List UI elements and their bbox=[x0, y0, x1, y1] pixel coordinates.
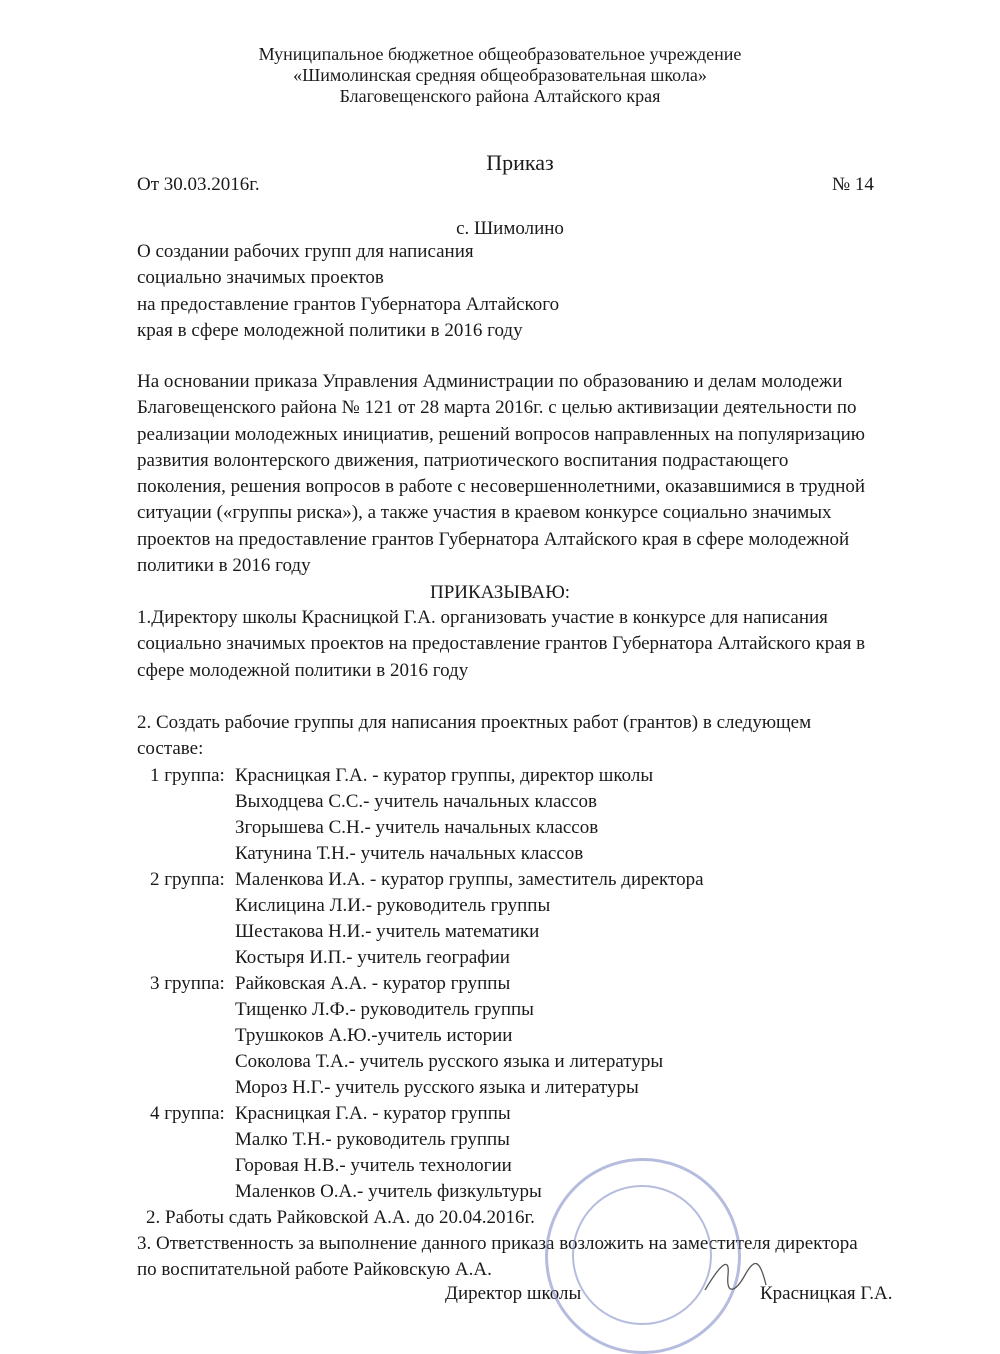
item-2 bbox=[137, 710, 811, 763]
basis-line: Благовещенского района № 121 от 28 марта 2016г. с целью активизации деятельности по bbox=[137, 397, 857, 419]
subject-line: О создании рабочих групп для написания bbox=[137, 241, 474, 262]
item-1-line: сфере молодежной политики в 2016 году bbox=[137, 659, 469, 681]
school-header bbox=[0, 44, 1000, 107]
order-word: ПРИКАЗЫВАЮ: bbox=[429, 582, 571, 603]
subject-line: социально значимых проектов bbox=[137, 267, 384, 289]
group-member: Мороз Н.Г.- учитель русского языка и литературы bbox=[235, 1077, 639, 1098]
group-label: 4 группа: bbox=[150, 1103, 225, 1124]
group-member: Маленкова И.А. - куратор группы, заместитель директора bbox=[235, 869, 704, 890]
item-1 bbox=[137, 605, 865, 684]
item-4-line: 3. Ответственность за выполнение данного приказа возложить на заместителя директора bbox=[137, 1233, 858, 1254]
header-line-3: Благовещенского района Алтайского края bbox=[339, 86, 661, 106]
stamp-inner-ring bbox=[572, 1185, 712, 1325]
basis-line: На основании приказа Управления Администрации по образованию и делам молодежи bbox=[137, 371, 843, 392]
group-member: Малко Т.Н.- руководитель группы bbox=[235, 1129, 510, 1150]
group-member: Шестакова Н.И.- учитель математики bbox=[235, 921, 540, 942]
header-line-2: «Шимолинская средняя общеобразовательная школа» bbox=[293, 65, 707, 85]
group-member: Згорышева С.Н.- учитель начальных классов bbox=[235, 817, 599, 838]
signature-position: Директор школы bbox=[445, 1283, 582, 1304]
basis-line: политики в 2016 году bbox=[137, 555, 311, 577]
group-label: 3 группа: bbox=[150, 973, 225, 994]
group-member: Красницкая Г.А. - куратор группы, директор школы bbox=[235, 765, 654, 786]
document-title: Приказ bbox=[486, 150, 554, 175]
item-4-line: по воспитательной работе Райковскую А.А. bbox=[137, 1259, 492, 1281]
signature-name: Красницкая Г.А. bbox=[760, 1283, 893, 1304]
group-member: Кислицина Л.И.- руководитель группы bbox=[235, 895, 551, 916]
group-member: Тищенко Л.Ф.- руководитель группы bbox=[235, 999, 534, 1020]
order-date: От 30.03.2016г. bbox=[137, 174, 260, 195]
subject-line: на предоставление грантов Губернатора Алтайского bbox=[137, 293, 560, 315]
subject-line: края в сфере молодежной политики в 2016 году bbox=[137, 319, 523, 341]
group-member: Райковская А.А. - куратор группы bbox=[235, 973, 511, 994]
basis-line: ситуации («группы риска»), а также участия в краевом конкурсе социально значимых bbox=[137, 502, 832, 524]
group-member: Маленков О.А.- учитель физкультуры bbox=[235, 1181, 542, 1202]
basis-line: проектов на предоставление грантов Губернатора Алтайского края в сфере молодежной bbox=[137, 528, 850, 550]
order-subject bbox=[137, 239, 559, 344]
group-member: Горовая Н.В.- учитель технологии bbox=[235, 1155, 512, 1176]
item-2-line: 2. Создать рабочие группы для написания проектных работ (грантов) в следующем bbox=[137, 712, 812, 733]
item-2-line: составе: bbox=[137, 738, 204, 760]
basis-line: развития волонтерского движения, патриотического воспитания подрастающего bbox=[137, 449, 789, 471]
group-member: Костыря И.П.- учитель географии bbox=[235, 947, 510, 968]
group-member: Выходцева С.С.- учитель начальных классов bbox=[235, 791, 597, 812]
item-3: 2. Работы сдать Райковской А.А. до 20.04.2016г. bbox=[146, 1207, 535, 1228]
group-member: Красницкая Г.А. - куратор группы bbox=[235, 1103, 511, 1124]
order-number: № 14 bbox=[832, 174, 874, 195]
group-member: Соколова Т.А.- учитель русского языка и литературы bbox=[235, 1051, 664, 1072]
group-member: Катунина Т.Н.- учитель начальных классов bbox=[235, 843, 584, 864]
group-label: 2 группа: bbox=[150, 869, 225, 890]
header-line-1: Муниципальное бюджетное общеобразовательное учреждение bbox=[258, 44, 742, 64]
basis-paragraph bbox=[137, 369, 865, 579]
group-label: 1 группа: bbox=[150, 765, 225, 786]
handwritten-signature bbox=[700, 1255, 770, 1295]
basis-line: реализации молодежных инициатив, решений вопросов направленных на популяризацию bbox=[137, 423, 865, 445]
group-member: Трушкоков А.Ю.-учитель истории bbox=[235, 1025, 513, 1046]
basis-line: поколения, решения вопросов в работе с несовершеннолетними, оказавшимися в трудной bbox=[137, 476, 866, 498]
village-name: с. Шимолино bbox=[456, 218, 564, 239]
item-1-line: 1.Директору школы Красницкой Г.А. организовать участие в конкурсе для написания bbox=[137, 607, 828, 628]
item-1-line: социально значимых проектов на предоставление грантов Губернатора Алтайского края в bbox=[137, 633, 866, 655]
